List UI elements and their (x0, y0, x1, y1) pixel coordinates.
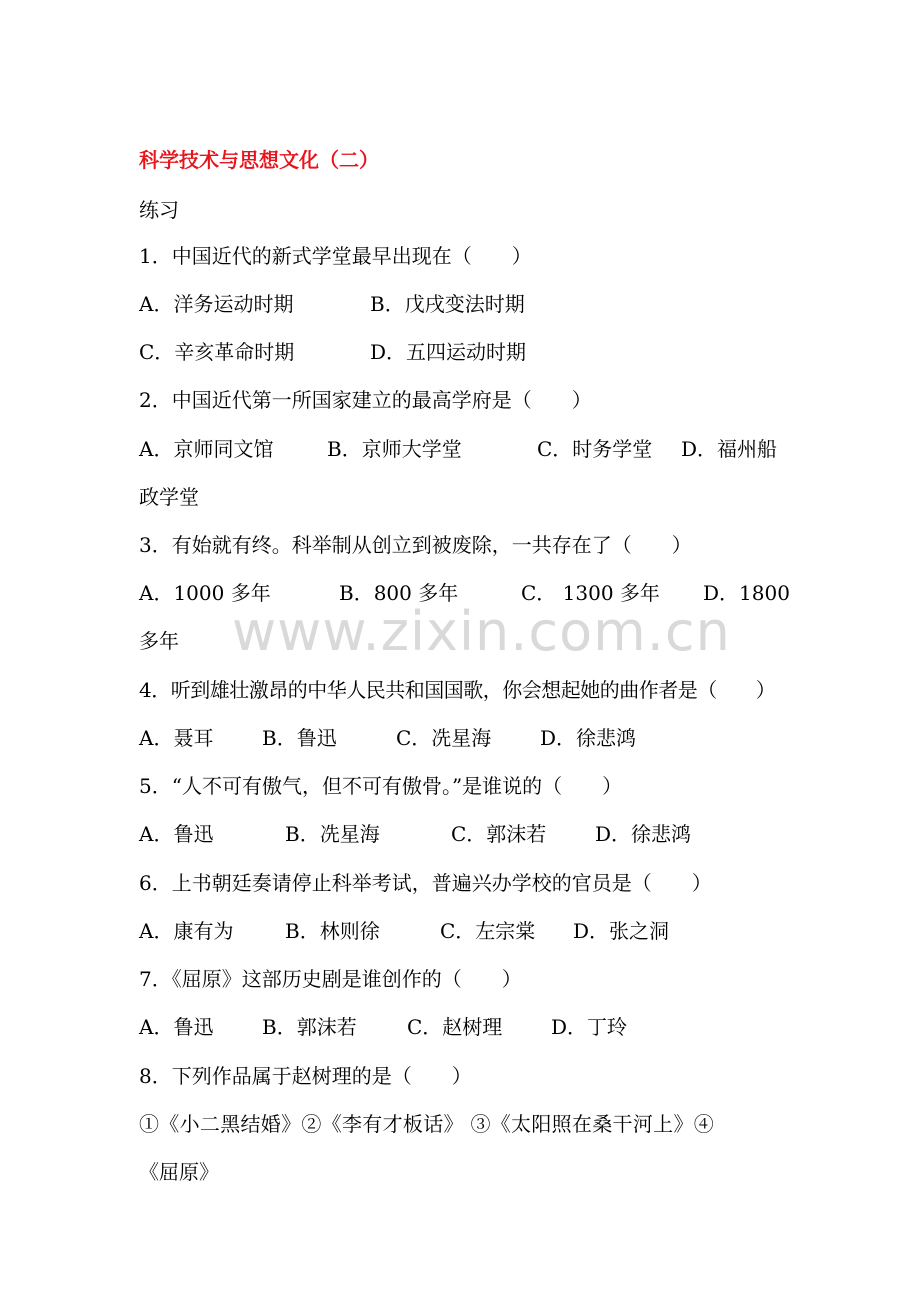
q5-option-c: C．郭沫若 (451, 822, 547, 846)
question-8-items: ①《小二黑结婚》②《李有才板话》 ③《太阳照在桑干河上》④ (139, 1112, 715, 1136)
q3-option-d: D．1800 (703, 581, 790, 605)
question-3-stem: 3．有始就有终。科举制从创立到被废除，一共存在了（ ） (139, 533, 692, 557)
q3-option-d-continued: 多年 (139, 629, 179, 653)
q7-option-a: A．鲁迅 (139, 1015, 214, 1039)
q6-option-a: A．康有为 (139, 919, 234, 943)
q7-option-c: C．赵树理 (407, 1015, 503, 1039)
q1-option-b: B．戊戌变法时期 (370, 292, 525, 316)
q5-option-b: B．冼星海 (285, 822, 380, 846)
q6-option-c: C．左宗棠 (440, 919, 536, 943)
q2-option-b: B．京师大学堂 (327, 437, 462, 461)
question-6-stem: 6．上书朝廷奏请停止科举考试，普遍兴办学校的官员是（ ） (139, 871, 712, 895)
question-1-stem: 1．中国近代的新式学堂最早出现在（ ） (139, 244, 532, 268)
q1-option-d: D．五四运动时期 (370, 340, 527, 364)
question-5-stem: 5．“人不可有傲气，但不可有傲骨。”是谁说的（ ） (139, 774, 623, 798)
question-4-stem: 4．听到雄壮激昂的中华人民共和国国歌，你会想起她的曲作者是（ ） (139, 678, 776, 702)
q4-option-a: A．聂耳 (139, 726, 214, 750)
q5-option-a: A．鲁迅 (139, 822, 214, 846)
section-label: 练习 (139, 198, 179, 222)
q1-option-c: C．辛亥革命时期 (139, 340, 295, 364)
question-8-stem: 8．下列作品属于赵树理的是（ ） (139, 1064, 472, 1088)
question-2-stem: 2．中国近代第一所国家建立的最高学府是（ ） (139, 388, 592, 412)
q3-option-a: A．1000 多年 (139, 581, 271, 605)
q1-option-a: A．洋务运动时期 (139, 292, 294, 316)
q7-option-d: D．丁玲 (551, 1015, 628, 1039)
q2-option-a: A．京师同文馆 (139, 437, 274, 461)
q5-option-d: D．徐悲鸿 (595, 822, 692, 846)
watermark-text: www.zixin.com.cn (232, 600, 731, 663)
q4-option-c: C．冼星海 (396, 726, 492, 750)
q4-option-b: B．鲁迅 (262, 726, 337, 750)
q2-option-c: C．时务学堂 (537, 437, 653, 461)
q4-option-d: D．徐悲鸿 (540, 726, 637, 750)
question-8-items-continued: 《屈原》 (139, 1160, 219, 1184)
question-7-stem: 7．《屈原》这部历史剧是谁创作的（ ） (139, 967, 522, 991)
q6-option-b: B．林则徐 (285, 919, 380, 943)
q2-option-d-continued: 政学堂 (139, 485, 199, 509)
q7-option-b: B．郭沫若 (262, 1015, 357, 1039)
q3-option-b: B．800 多年 (339, 581, 459, 605)
page-title: 科学技术与思想文化（二） (139, 148, 379, 172)
q6-option-d: D．张之洞 (573, 919, 670, 943)
q2-option-d: D．福州船 (681, 437, 778, 461)
q3-option-c: C． 1300 多年 (521, 581, 660, 605)
